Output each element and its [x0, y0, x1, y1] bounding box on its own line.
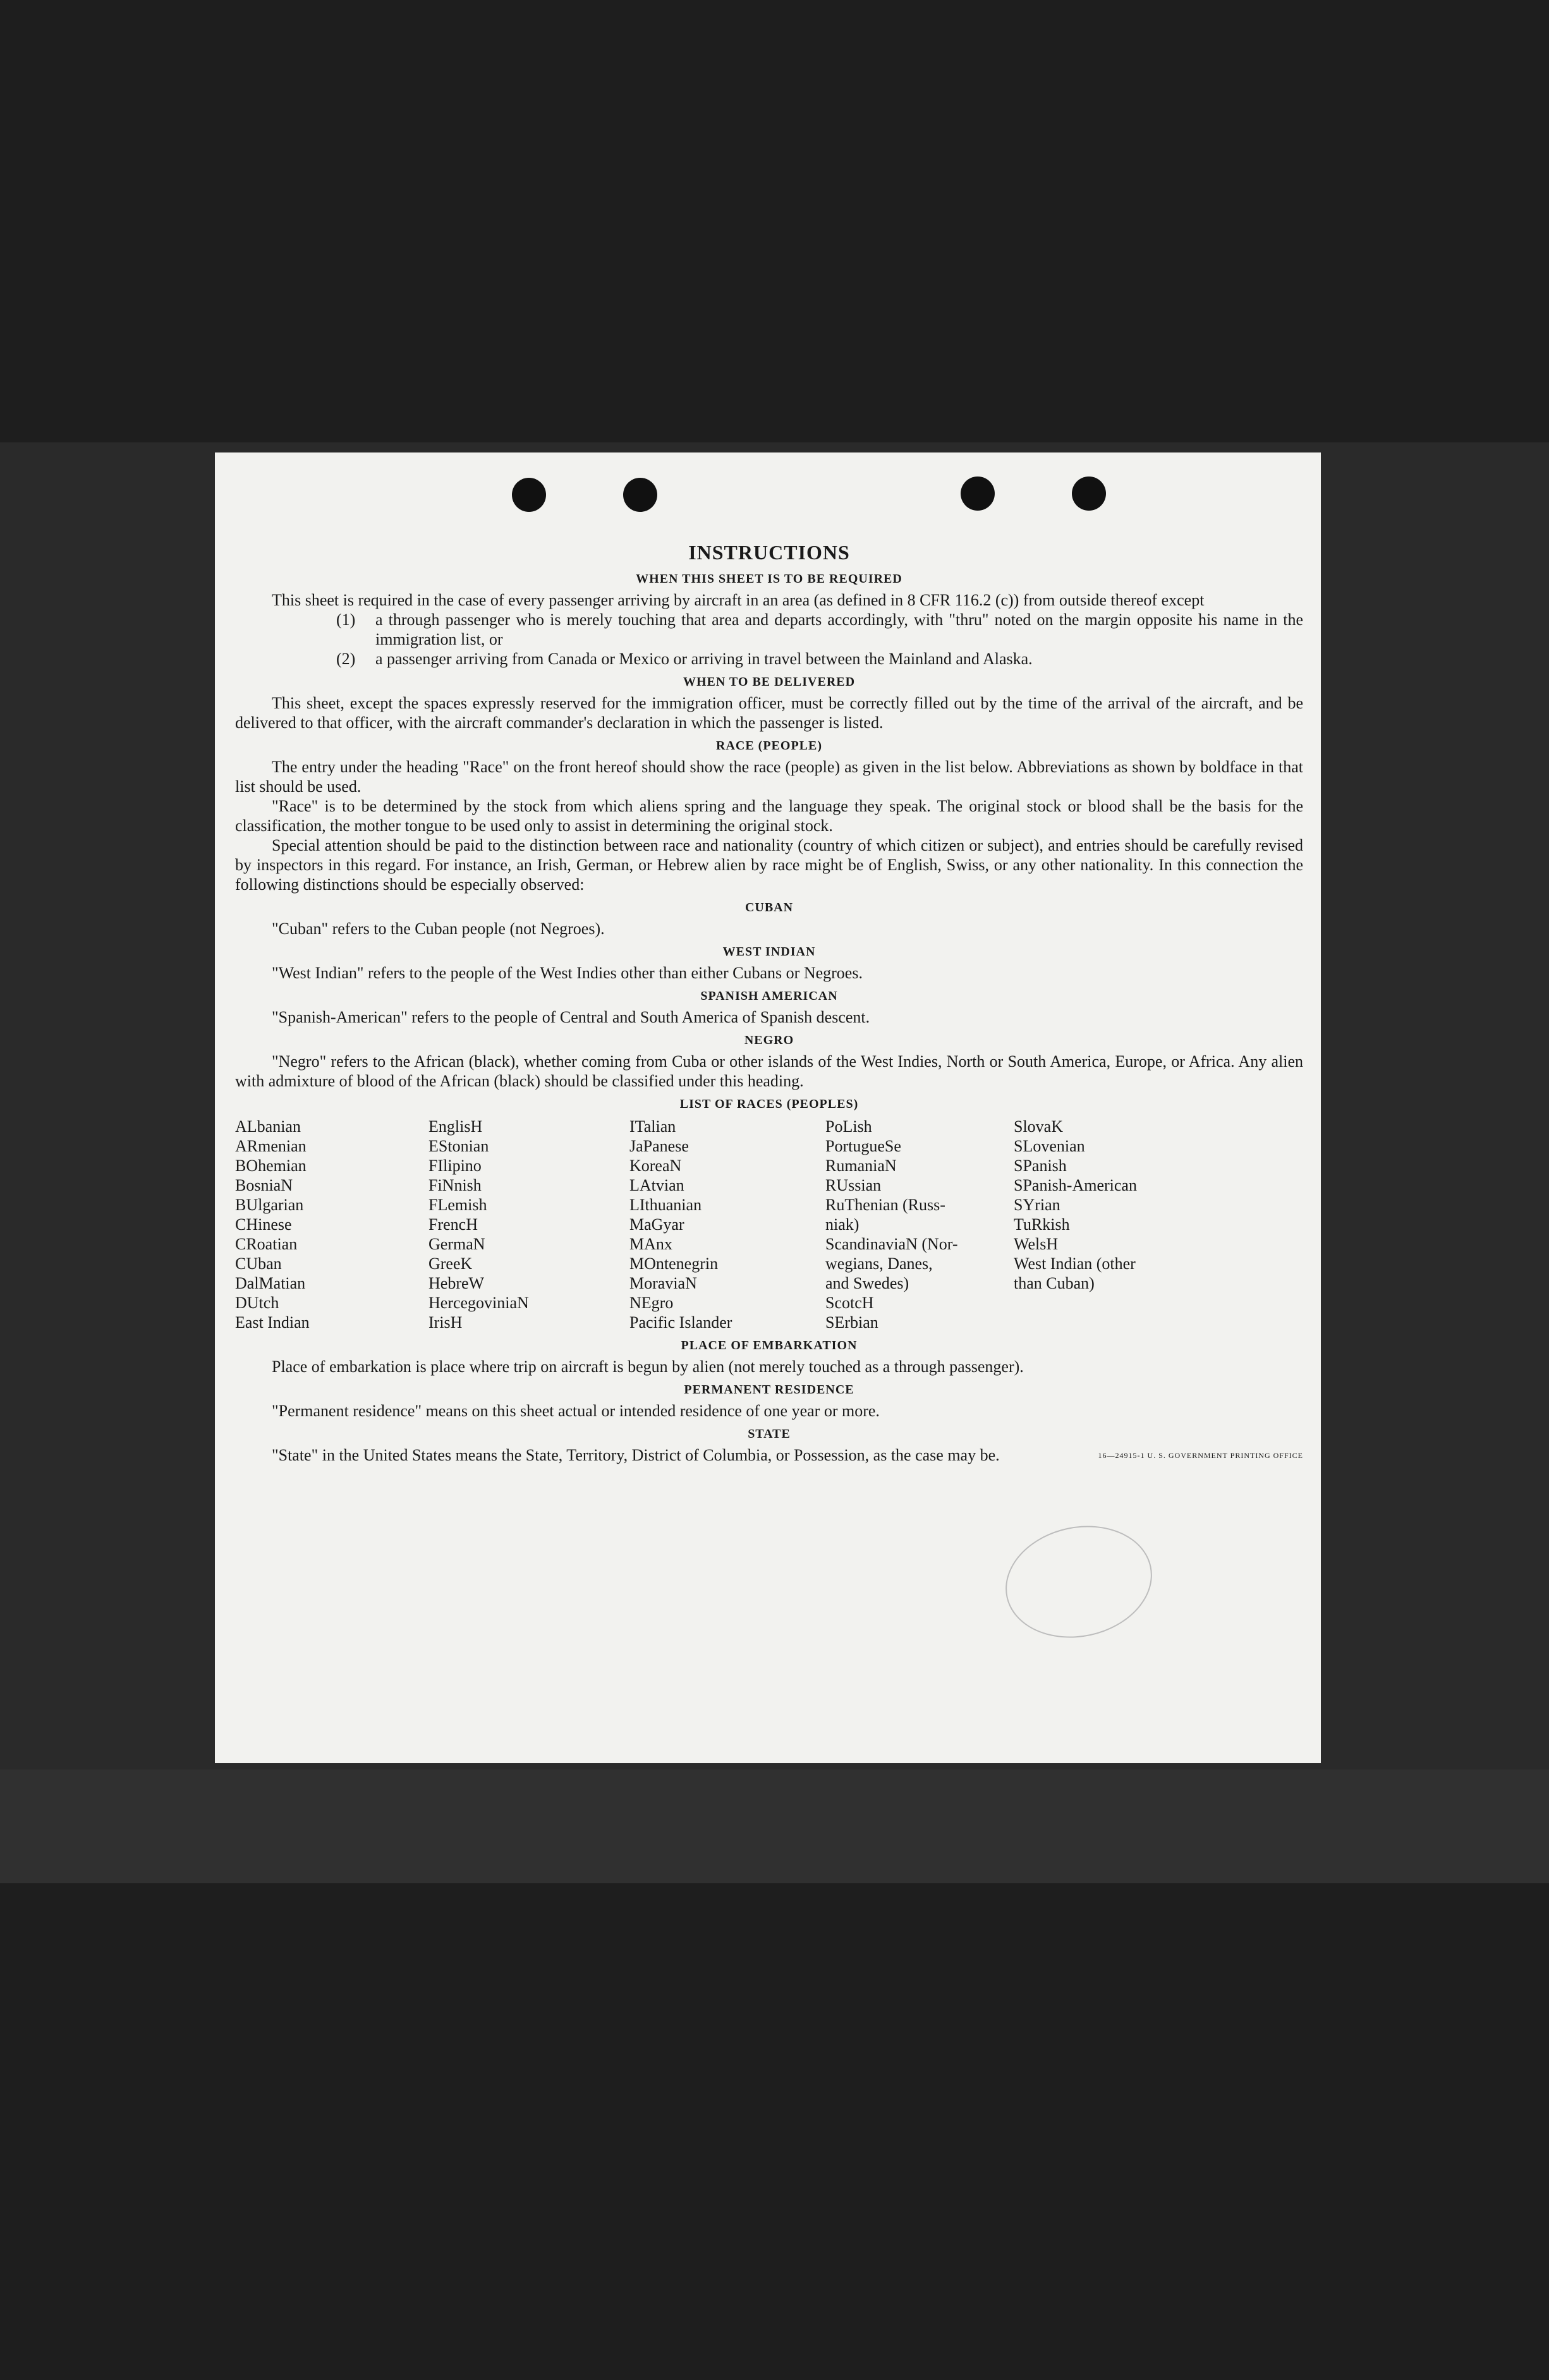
races-column — [1014, 1117, 1203, 1332]
heading-embarkation: PLACE OF EMBARKATION — [681, 1339, 858, 1352]
races-column — [825, 1117, 1014, 1332]
race-entry: EStonian — [428, 1137, 489, 1155]
race-entry: SLovenian — [1014, 1137, 1085, 1155]
background-top — [0, 0, 1549, 442]
punch-hole — [1072, 477, 1106, 511]
race-entry: MoraviaN — [629, 1274, 697, 1292]
punch-hole — [623, 478, 657, 512]
race-entry: HebreW — [428, 1274, 485, 1292]
heading-spanish-american: SPANISH AMERICAN — [700, 989, 838, 1003]
heading-races-list: LIST OF RACES (PEOPLES) — [679, 1097, 859, 1111]
race-entry: HercegoviniaN — [428, 1294, 529, 1312]
race-entry: wegians, Danes, — [825, 1254, 933, 1273]
race-entry: than Cuban) — [1014, 1274, 1095, 1292]
race-entry: PortugueSe — [825, 1137, 901, 1155]
embarkation-text: Place of embarkation is place where trip on aircraft is begun by alien (not merely touched as a through passenger). — [272, 1357, 1024, 1376]
item-text: a through passenger who is merely touching that area and departs accordingly, with "thru" noted on the margin opposite his name in the immigration list, or — [375, 610, 1303, 648]
race-entry: FLemish — [428, 1196, 487, 1214]
race-entry: MAnx — [629, 1235, 672, 1253]
race-entry: CRoatian — [235, 1235, 298, 1253]
delivered-text: This sheet, except the spaces expressly reserved for the immigration officer, must be correctly filled out by the time of the arrival of the aircraft, and be delivered to that officer, with the aircraft commander's declaration in which the passenger is listed. — [235, 694, 1303, 732]
list-item — [235, 610, 1303, 649]
instruction-sheet — [215, 452, 1321, 1763]
item-text: a passenger arriving from Canada or Mexico or arriving in travel between the Mainland and Alaska. — [375, 650, 1033, 668]
race-entry: ALbanian — [235, 1117, 301, 1136]
heading-negro: NEGRO — [744, 1033, 794, 1047]
race-entry: SYrian — [1014, 1196, 1060, 1214]
item-number: (2) — [336, 650, 356, 668]
pencil-mark — [995, 1513, 1162, 1651]
race-entry: FiNnish — [428, 1176, 482, 1194]
race-entry: IrisH — [428, 1313, 463, 1332]
race-entry: BosniaN — [235, 1176, 293, 1194]
race-entry: SPanish — [1014, 1157, 1067, 1175]
races-table — [235, 1117, 1303, 1332]
race-entry: DalMatian — [235, 1274, 306, 1292]
race-entry: ScotcH — [825, 1294, 874, 1312]
race-entry: ARmenian — [235, 1137, 307, 1155]
race-entry: SPanish-American — [1014, 1176, 1137, 1194]
document-body — [235, 541, 1303, 1464]
state-text: "State" in the United States means the State, Territory, District of Columbia, or Possession, as the case may be. — [272, 1446, 1000, 1464]
race-entry: TuRkish — [1014, 1215, 1070, 1234]
race-entry: CHinese — [235, 1215, 292, 1234]
race-entry: MaGyar — [629, 1215, 684, 1234]
race-entry: MOntenegrin — [629, 1254, 719, 1273]
race-entry: RuThenian (Russ- — [825, 1196, 945, 1214]
race-entry: SErbian — [825, 1313, 878, 1332]
heading-cuban: CUBAN — [744, 901, 794, 914]
race-entry: LIthuanian — [629, 1196, 702, 1214]
race-entry: FrencH — [428, 1215, 478, 1234]
document-title: INSTRUCTIONS — [688, 541, 850, 564]
heading-race: RACE (PEOPLE) — [716, 739, 822, 753]
race-entry: KoreaN — [629, 1157, 682, 1175]
race-paragraph-2: "Race" is to be determined by the stock from which aliens spring and the language they speak. The original stock or blood shall be the basis for the classification, the mother tongue to be used only to assist in determining the original stock. — [235, 797, 1303, 835]
race-entry: ITalian — [629, 1117, 676, 1136]
race-entry: FIlipino — [428, 1157, 482, 1175]
race-entry: DUtch — [235, 1294, 279, 1312]
race-entry: EnglisH — [428, 1117, 483, 1136]
punch-hole — [961, 477, 995, 511]
residence-text: "Permanent residence" means on this sheet actual or intended residence of one year or more. — [272, 1402, 880, 1420]
required-intro: This sheet is required in the case of every passenger arriving by aircraft in an area (as defined in 8 CFR 116.2 (c)) from outside thereof except — [272, 591, 1205, 609]
punch-hole — [512, 478, 546, 512]
races-column — [629, 1117, 825, 1332]
cuban-text: "Cuban" refers to the Cuban people (not Negroes). — [272, 920, 605, 938]
race-entry: GermaN — [428, 1235, 485, 1253]
print-code: 16—24915-1 U. S. GOVERNMENT PRINTING OFFICE — [1098, 1451, 1303, 1460]
race-entry: and Swedes) — [825, 1274, 909, 1292]
heading-residence: PERMANENT RESIDENCE — [684, 1383, 854, 1397]
heading-delivered: WHEN TO BE DELIVERED — [683, 675, 856, 689]
race-entry: East Indian — [235, 1313, 310, 1332]
heading-required: WHEN THIS SHEET IS TO BE REQUIRED — [636, 572, 902, 586]
race-paragraph-3: Special attention should be paid to the distinction between race and nationality (country of which citizen or subject), and entries should be carefully revised by inspectors in this regard. For instance, an Irish, German, or Hebrew alien by race might be of English, Swiss, or any other nationality. In this connection the following distinctions should be especially observed: — [235, 836, 1303, 894]
race-entry: SlovaK — [1014, 1117, 1063, 1136]
race-entry: WelsH — [1014, 1235, 1059, 1253]
race-entry: PoLish — [825, 1117, 872, 1136]
race-entry: NEgro — [629, 1294, 674, 1312]
list-item — [235, 649, 1303, 669]
race-entry: BOhemian — [235, 1157, 307, 1175]
race-entry: CUban — [235, 1254, 282, 1273]
item-number: (1) — [336, 610, 356, 629]
race-paragraph-1: The entry under the heading "Race" on the front hereof should show the race (people) as given in the list below. Abbreviations as shown by boldface in that list should be used. — [235, 758, 1303, 796]
negro-text: "Negro" refers to the African (black), whether coming from Cuba or other islands of the West Indies, North or South America, Europe, or Africa. Any alien with admixture of blood of the African (black) should be classified under this heading. — [235, 1052, 1303, 1090]
race-entry: RumaniaN — [825, 1157, 897, 1175]
race-entry: RUssian — [825, 1176, 882, 1194]
race-entry: ScandinaviaN (Nor- — [825, 1235, 958, 1253]
heading-state: STATE — [748, 1427, 791, 1441]
background-band — [0, 1770, 1549, 1883]
race-entry: niak) — [825, 1215, 860, 1234]
spanish-american-text: "Spanish-American" refers to the people of Central and South America of Spanish descent. — [272, 1008, 870, 1026]
race-entry: West Indian (other — [1014, 1254, 1136, 1273]
heading-west-indian: WEST INDIAN — [722, 945, 816, 959]
race-entry: BUlgarian — [235, 1196, 304, 1214]
race-entry: LAtvian — [629, 1176, 684, 1194]
west-indian-text: "West Indian" refers to the people of the West Indies other than either Cubans or Negroes. — [272, 964, 863, 982]
race-entry: JaPanese — [629, 1137, 689, 1155]
race-entry: Pacific Islander — [629, 1313, 732, 1332]
background-bottom — [0, 1883, 1549, 2380]
races-column — [235, 1117, 428, 1332]
races-column — [428, 1117, 629, 1332]
race-entry: GreeK — [428, 1254, 473, 1273]
